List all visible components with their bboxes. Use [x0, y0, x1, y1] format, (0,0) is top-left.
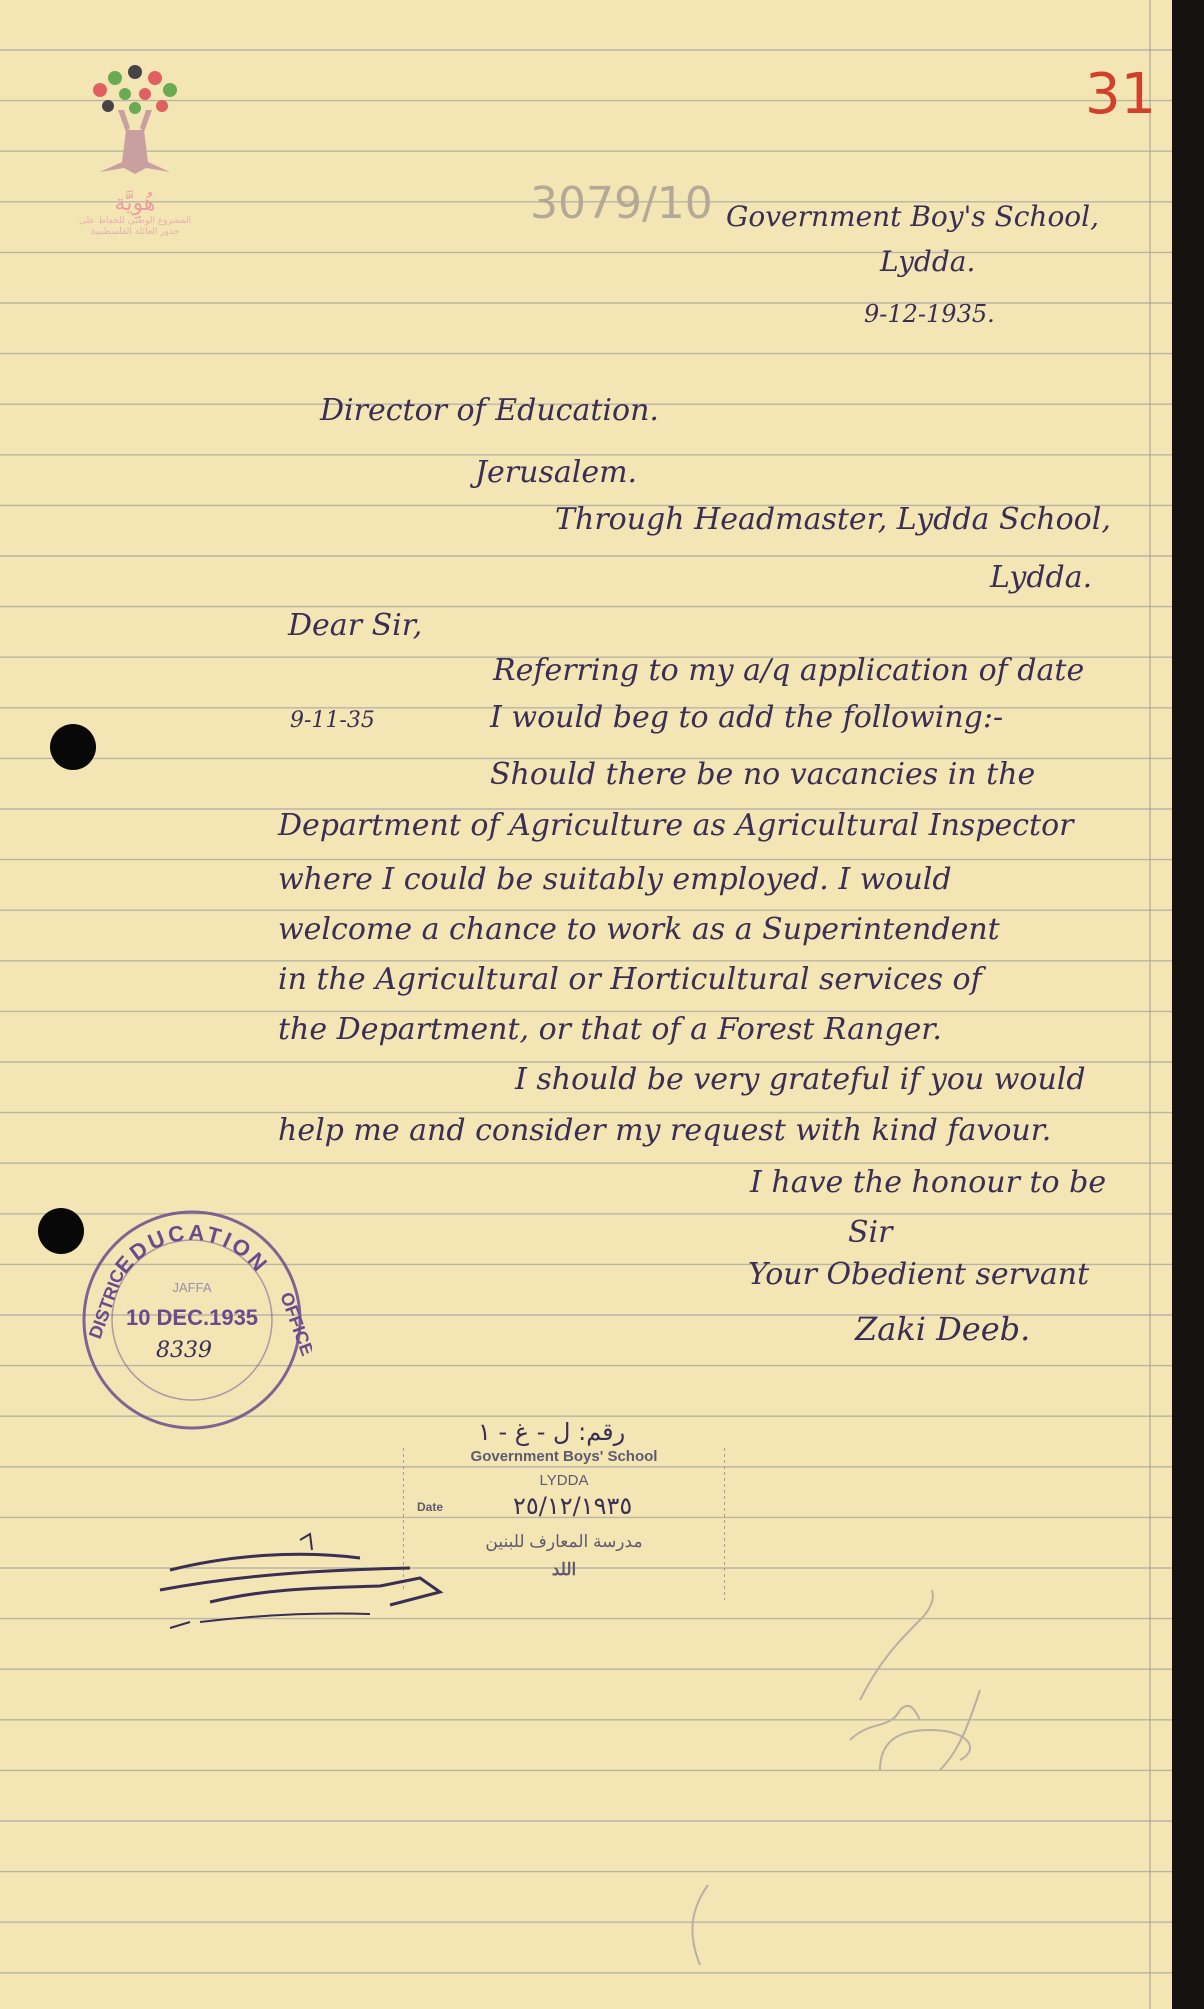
sender-date: 9-12-1935.	[864, 300, 995, 328]
district-education-office-stamp	[72, 1200, 312, 1440]
closing-line1: I have the honour to be	[750, 1165, 1107, 1200]
file-number: 3079/10	[530, 178, 713, 229]
closing-line2: Sir	[848, 1215, 893, 1250]
body-line-8: the Department, or that of a Forest Ranger.	[278, 1012, 942, 1047]
stamp-school-name: Government Boys' School	[470, 1448, 658, 1465]
margin-date: 9-11-35	[290, 708, 375, 733]
body-line-5: where I could be suitably employed. I would	[278, 862, 952, 897]
body-line-6: welcome a chance to work as a Superintendent	[278, 912, 1000, 947]
stamp-town: LYDDA	[539, 1472, 589, 1489]
sender-school: Government Boy's School,	[726, 200, 1100, 233]
salutation: Dear Sir,	[288, 608, 423, 643]
body-line-2: I would beg to add the following:-	[490, 700, 1004, 735]
recipient-line4: Lydda.	[990, 560, 1093, 595]
stamp-city: JAFFA	[172, 1280, 212, 1295]
body-line-3: Should there be no vacancies in the	[490, 757, 1036, 792]
stamp-date-label: Date	[417, 1500, 444, 1514]
stamp-handwritten-ref: رقم: ل - غ - ١	[478, 1418, 626, 1446]
body-line-9: I should be very grateful if you would	[515, 1062, 1086, 1097]
stamp-arabic-town: اللد	[551, 1560, 577, 1579]
punch-hole-top	[50, 724, 96, 770]
logo-title: هُوِيَّة	[114, 191, 156, 216]
body-line-4: Department of Agriculture as Agricultural Inspector	[278, 808, 1074, 843]
tree-people-icon	[80, 50, 190, 185]
recipient-line2: Jerusalem.	[475, 455, 638, 490]
recipient-line3: Through Headmaster, Lydda School,	[555, 502, 1111, 537]
pencil-annotation	[820, 1580, 1020, 1780]
signature: Zaki Deeb.	[855, 1310, 1031, 1348]
recipient-line1: Director of Education.	[320, 393, 659, 428]
stamp-right-text: OFFICE	[276, 1289, 312, 1359]
logo-subtitle: المشروع الوطني للحفاظ على جذور العائلة الفلسطينية	[78, 216, 191, 237]
stamp-arabic-school: مدرسة المعارف للبنين	[485, 1532, 643, 1551]
closing-line3: Your Obedient servant	[748, 1257, 1090, 1292]
stamp-number: 8339	[156, 1338, 212, 1363]
arabic-signature	[150, 1520, 470, 1640]
body-line-1: Referring to my a/q application of date	[493, 653, 1085, 688]
hawiya-logo	[70, 50, 200, 238]
body-line-10: help me and consider my request with kind favour.	[278, 1113, 1052, 1148]
stamp-date-value: ٢٥/١٢/١٩٣٥	[513, 1492, 633, 1520]
folio-number: 31	[1085, 62, 1157, 127]
pencil-mark	[680, 1880, 720, 1970]
stamp-left-text: DISTRIC	[84, 1266, 129, 1342]
sender-town: Lydda.	[880, 245, 976, 278]
page-edge-shadow	[1172, 0, 1204, 2009]
stamp-top-text: EDUCATION	[110, 1219, 274, 1279]
body-line-7: in the Agricultural or Horticultural services of	[278, 962, 982, 997]
stamp-date: 10 DEC.1935	[125, 1305, 259, 1330]
